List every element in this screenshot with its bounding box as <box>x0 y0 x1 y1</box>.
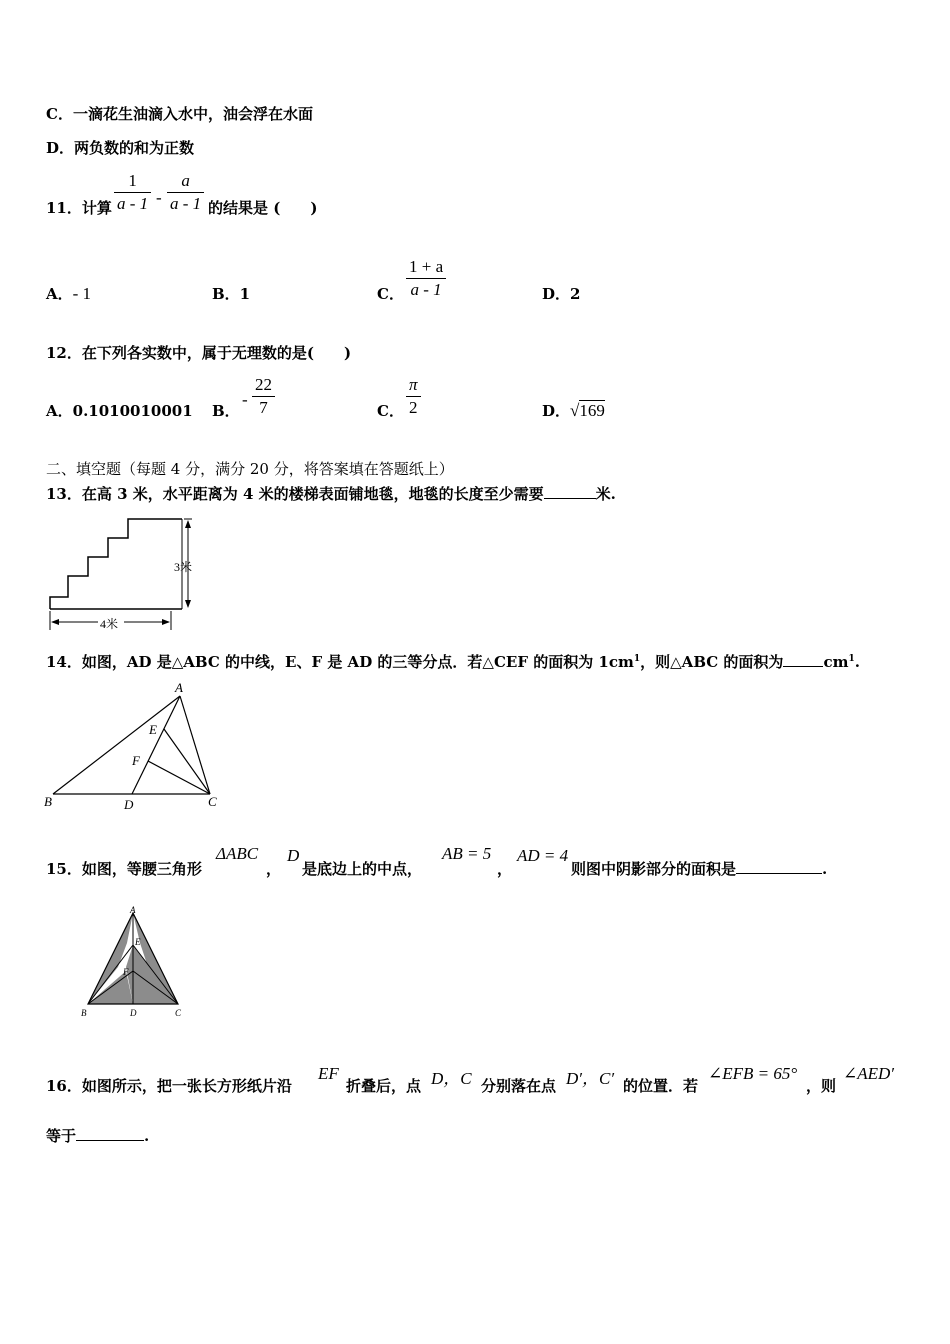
q11-suffix: 的结果是 ( ) <box>208 199 318 217</box>
fraction-bar <box>252 396 275 397</box>
q11-minus: - <box>156 188 162 207</box>
segment-ab <box>53 696 180 794</box>
q11-fraction-2 <box>167 171 204 214</box>
q12-option-d <box>542 400 605 421</box>
q16-end: . <box>144 1127 150 1145</box>
q12-option-c-label: C． <box>377 402 404 420</box>
q14-sup2: 1 <box>848 654 855 664</box>
label-a: A <box>175 680 183 695</box>
q12-option-c-num: π <box>409 375 418 394</box>
q12-option-d-label: D． <box>542 402 571 420</box>
q11-option-a <box>46 283 91 304</box>
q11-option-a-label: A． <box>46 285 73 303</box>
label-b: B <box>81 1008 87 1018</box>
answer-blank <box>736 859 822 874</box>
q12-stem: 12．在下列各实数中，属于无理数的是( ) <box>46 344 352 362</box>
q16-mid-4: ，则 <box>806 1077 837 1095</box>
question-14-stem <box>46 651 860 672</box>
q11-prefix: 11．计算 <box>46 199 112 217</box>
isosceles-triangle-figure <box>78 905 193 1023</box>
fraction-bar <box>114 192 151 193</box>
q15-ad-value: AD = 4 <box>517 846 569 865</box>
label-b: B <box>44 794 52 809</box>
q12-option-a: A．0.1010010001 <box>46 402 193 420</box>
q16-mid-2: 分别落在点 <box>481 1077 557 1095</box>
answer-blank <box>76 1126 144 1141</box>
q16-angle-aed: ∠AED′ <box>843 1064 895 1083</box>
q12-option-c-fraction <box>406 375 421 418</box>
q11-option-a-value: - 1 <box>72 284 92 303</box>
label-c: C <box>208 794 217 809</box>
q12-option-b-sign: - <box>242 390 248 409</box>
answer-blank <box>783 652 823 667</box>
segment-ad <box>132 696 180 794</box>
q14-sup1: 1 <box>633 654 641 664</box>
segment-fc <box>148 761 210 794</box>
q11-option-b: B．1 <box>212 285 251 303</box>
width-label: 4米 <box>100 617 119 631</box>
q11-frac2-den: a - 1 <box>170 194 202 213</box>
q16-mid-3: 的位置．若 <box>623 1077 699 1095</box>
option-c-prev: C．一滴花生油滴入水中，油会浮在水面 <box>46 105 313 123</box>
fraction-bar <box>406 396 421 397</box>
q13-stem-after: 米. <box>595 485 616 503</box>
staircase-figure <box>40 512 200 634</box>
q11-frac1-num: 1 <box>128 171 137 190</box>
question-16-line-2 <box>46 1125 149 1146</box>
q15-prefix: 15．如图，等腰三角形 <box>46 860 202 878</box>
q16-prefix: 16．如图所示，把一张长方形纸片沿 <box>46 1077 292 1095</box>
segment-ac <box>180 696 210 794</box>
question-15-stem-end <box>571 858 827 879</box>
option-d-prev: D．两负数的和为正数 <box>46 139 195 157</box>
height-label: 3米 <box>174 560 193 574</box>
fraction-bar <box>406 278 446 279</box>
q11-option-d: D．2 <box>542 285 581 303</box>
q14-stem-unit: cm <box>823 653 849 671</box>
q15-ab-value: AB = 5 <box>442 844 492 863</box>
q14-stem-before: 14．如图，AD 是△ABC 的中线，E、F 是 AD 的三等分点．若△CEF 的面积为 1cm <box>46 653 634 671</box>
label-f: F <box>132 753 140 768</box>
q11-option-c-num: 1 + a <box>409 257 444 276</box>
q16-dc-prime: D′，C′ <box>566 1069 615 1088</box>
q12-option-b-fraction <box>252 375 275 418</box>
label-c: C <box>175 1008 182 1018</box>
q12-option-b-num: 22 <box>255 375 272 394</box>
label-f: F <box>123 967 129 977</box>
q14-stem-end: . <box>854 653 860 671</box>
q11-option-c-label: C． <box>377 285 404 303</box>
q15-mid: 是底边上的中点， <box>302 860 423 878</box>
label-d: D <box>130 1008 137 1018</box>
question-13-stem <box>46 483 616 504</box>
arrow-head-left <box>51 619 59 625</box>
q15-comma-2: ， <box>497 860 513 878</box>
section-2-title: 二、填空题（每题 4 分，满分 20 分，将答案填在答题纸上） <box>46 460 454 478</box>
label-d: D <box>124 797 134 812</box>
q15-end: . <box>822 860 828 878</box>
q12-option-d-value: 169 <box>579 401 605 420</box>
q16-ef: EF <box>318 1064 339 1083</box>
q16-dc: D，C <box>431 1069 472 1088</box>
q11-frac1-den: a - 1 <box>117 194 149 213</box>
q16-angle-efb: ∠EFB = 65° <box>708 1064 798 1083</box>
arrow-head-up <box>185 520 191 528</box>
answer-blank <box>544 484 596 499</box>
q11-fraction-1 <box>114 171 151 214</box>
label-a: A <box>130 905 136 915</box>
q11-frac2-num: a <box>181 171 190 190</box>
q11-option-c-den: a - 1 <box>410 280 442 299</box>
q15-suffix: 则图中阴影部分的面积是 <box>571 860 737 878</box>
fraction-bar <box>167 192 204 193</box>
arrow-head-down <box>185 600 191 608</box>
q15-triangle: ΔABC <box>216 844 259 863</box>
q12-option-b-den: 7 <box>259 398 268 417</box>
q13-stem-before: 13．在高 3 米，水平距离为 4 米的楼梯表面铺地毯，地毯的长度至少需要 <box>46 485 544 503</box>
triangle-abc-figure <box>40 678 230 813</box>
q12-option-b-label: B． <box>212 402 240 420</box>
label-e: E <box>135 937 141 947</box>
sqrt-sign: √ <box>570 401 580 420</box>
q16-line2: 等于 <box>46 1127 77 1145</box>
q14-stem-mid: ，则△ABC 的面积为 <box>640 653 784 671</box>
q11-option-c-fraction <box>406 257 446 300</box>
q15-comma-1: ， <box>266 860 282 878</box>
q16-mid-1: 折叠后，点 <box>346 1077 422 1095</box>
arrow-head-right <box>162 619 170 625</box>
q15-point-d: D <box>287 846 300 865</box>
q12-option-c-den: 2 <box>409 398 418 417</box>
segment-ec <box>164 729 210 794</box>
label-e: E <box>149 722 157 737</box>
staircase-outline <box>50 519 182 609</box>
